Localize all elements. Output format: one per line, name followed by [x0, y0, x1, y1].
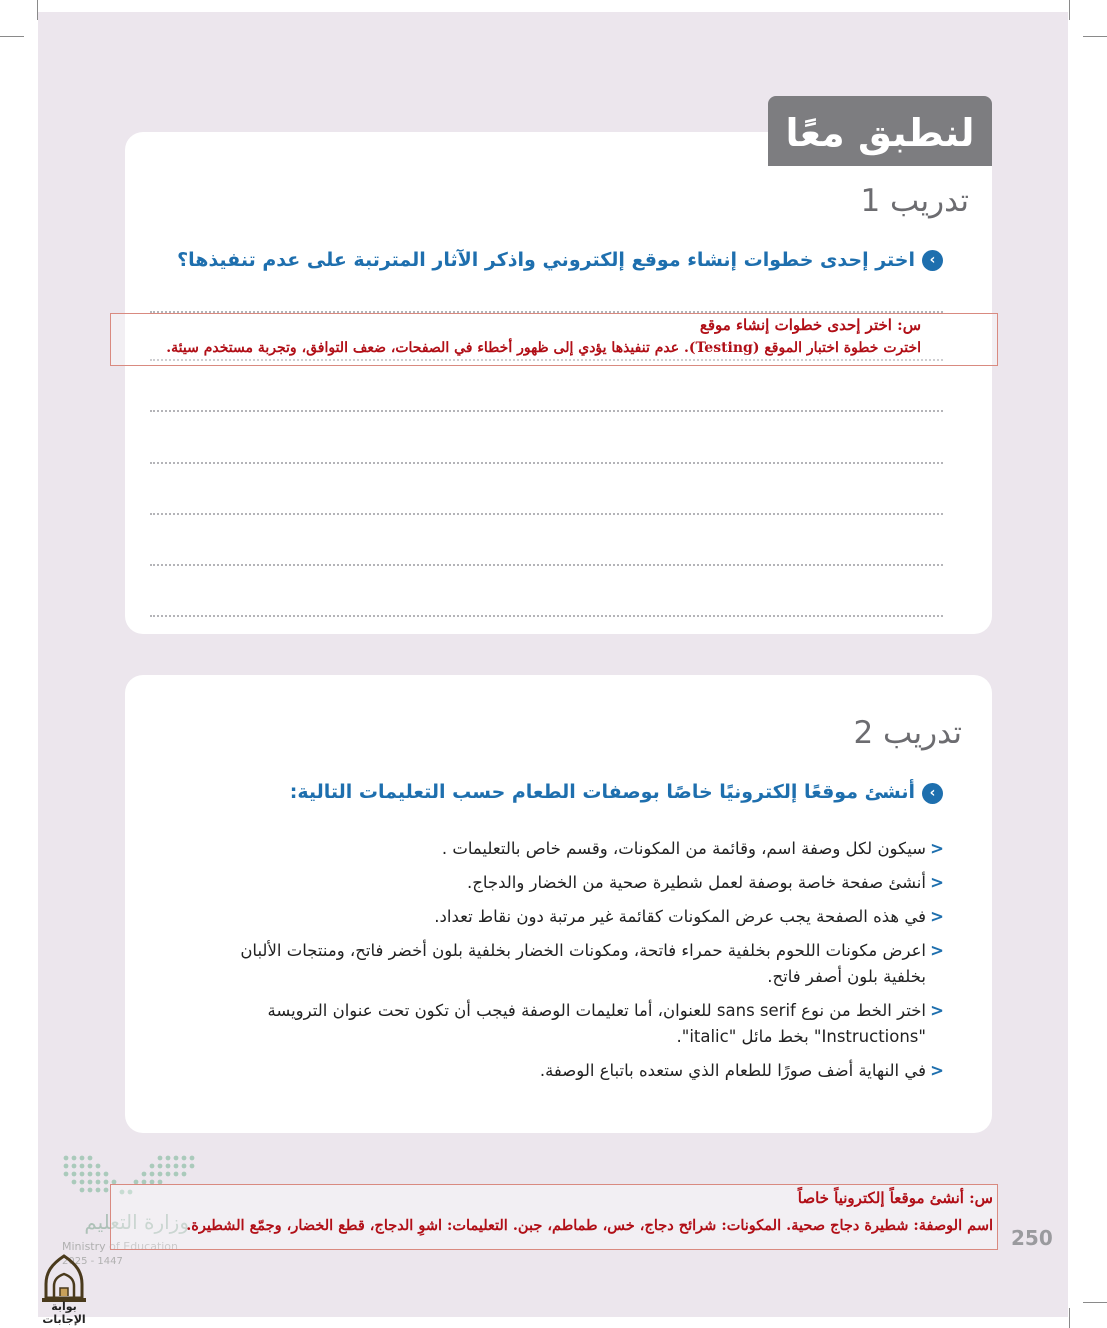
chevron-icon: <: [930, 1061, 944, 1080]
instruction-item: [196, 998, 944, 1050]
ministry-english-name: Ministry of Education: [62, 1240, 179, 1253]
answer-line: [150, 462, 943, 464]
instruction-item: [196, 1058, 944, 1084]
crop-mark: [37, 0, 38, 20]
answer-line: [150, 564, 943, 566]
crop-mark: [1069, 1308, 1070, 1328]
chevron-icon: <: [930, 907, 944, 926]
answer-line: [150, 513, 943, 515]
answer-text: اخترت خطوة اختبار الموقع (Testing). عدم تنفيذها يؤدي إلى ظهور أخطاء في الصفحات، ضعف التوافق، وتجربة مستخدم سيئة.: [166, 340, 921, 356]
answer-question-text: س: اختر إحدى خطوات إنشاء موقع: [699, 316, 921, 334]
instruction-item: [196, 904, 944, 930]
answer-question-text: س: أنشئ موقعاً إلكترونياً خاصاً: [797, 1189, 993, 1207]
chevron-icon: <: [930, 1001, 944, 1020]
crop-mark: [1083, 1302, 1107, 1303]
chevron-left-icon: ‹: [922, 250, 943, 271]
exercise1-question: اختر إحدى خطوات إنشاء موقع إلكتروني واذكر الآثار المترتبة على عدم تنفيذها؟: [177, 249, 915, 271]
chevron-icon: <: [930, 839, 944, 858]
instruction-text: في النهاية أضف صورًا للطعام الذي ستعده باتباع الوصفة.: [539, 1061, 926, 1080]
instruction-text: في هذه الصفحة يجب عرض المكونات كقائمة غير مرتبة دون نقاط تعداد.: [434, 907, 926, 926]
instructions-list: [196, 836, 944, 1084]
instruction-text: اعرض مكونات اللحوم بخلفية حمراء فاتحة، ومكونات الخضار بخلفية بلون أخضر فاتح، ومنتجات الألبان بخلفية بلون أصفر فاتح.: [240, 941, 926, 986]
answer-text: اسم الوصفة: شطيرة دجاج صحية. المكونات: شرائح دجاج، خس، طماطم، جبن. التعليمات: اشوِ الدجاج، قطع الخضار، وجمّع الشطيرة.: [186, 1217, 993, 1234]
instruction-item: [196, 836, 944, 862]
exercise2-answer: [110, 1184, 998, 1250]
answer-line: [150, 615, 943, 617]
chevron-icon: <: [930, 873, 944, 892]
crop-mark: [1069, 0, 1070, 20]
instruction-item: [196, 870, 944, 896]
exercise2-title: تدريب 2: [853, 715, 962, 751]
answer-line: [150, 410, 943, 412]
instruction-item: [196, 938, 944, 990]
chevron-icon: <: [930, 941, 944, 960]
instruction-text: أنشئ صفحة خاصة بوصفة لعمل شطيرة صحية من الخضار والدجاج.: [466, 873, 926, 892]
chevron-left-icon: ‹: [922, 783, 943, 804]
portal-label: بوابة الإجابات: [42, 1300, 86, 1326]
exercise2-question: أنشئ موقعًا إلكترونيًا خاصًا بوصفات الطعام حسب التعليمات التالية:: [289, 781, 915, 803]
crop-mark: [0, 36, 24, 37]
exercise1-answer: [110, 313, 998, 366]
ministry-year: 2025 - 1447: [62, 1256, 123, 1267]
page-number: 250: [1011, 1226, 1053, 1250]
exercise1-title: تدريب 1: [860, 183, 969, 219]
ministry-arabic-name: وزارة التعليم: [84, 1210, 189, 1234]
instruction-text: اختر الخط من نوع sans serif للعنوان، أما تعليمات الوصفة فيجب أن تكون تحت عنوان الترويسة "Instructions" بخط مائل "italic".: [267, 1001, 926, 1046]
instruction-text: سيكون لكل وصفة اسم، وقائمة من المكونات، وقسم خاص بالتعليمات .: [441, 839, 926, 858]
section-tab: لنطبق معًا: [768, 96, 992, 166]
crop-mark: [1083, 36, 1107, 37]
